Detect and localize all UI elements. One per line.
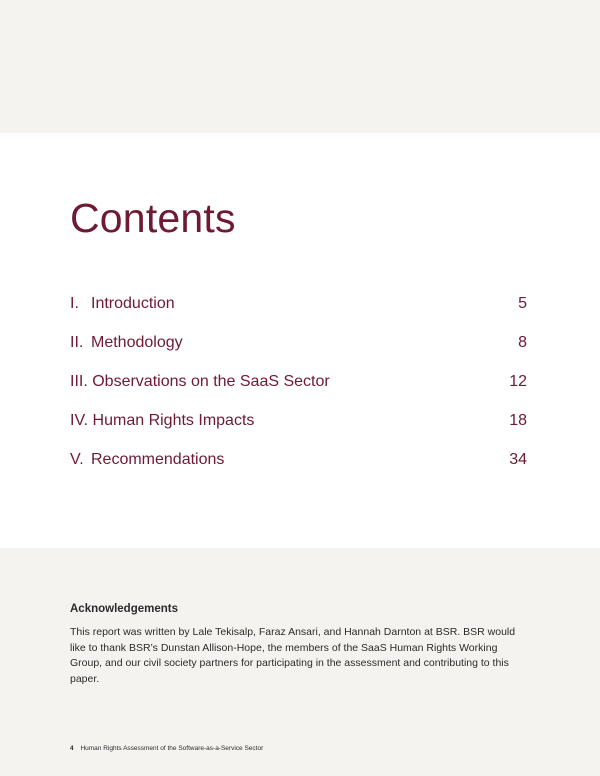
toc-item-recommendations[interactable] [70,449,527,488]
table-of-contents [70,293,527,488]
acknowledgements-heading: Acknowledgements [70,603,178,615]
footer-document-title: Human Rights Assessment of the Software-as-a-Service Sector [80,745,264,752]
toc-item-label: Methodology [91,334,183,351]
toc-item-observations[interactable] [70,371,527,410]
toc-item-page: 5 [518,295,527,312]
toc-item-human-rights-impacts[interactable] [70,410,527,449]
contents-panel [0,133,600,548]
toc-item-numeral: IV. [70,412,89,429]
toc-item-label: Recommendations [91,451,225,468]
page-title: Contents [70,195,236,241]
toc-item-page: 8 [518,334,527,351]
top-band [0,0,600,133]
page-footer [70,745,263,752]
toc-item-numeral: III. [70,373,88,390]
toc-item-numeral: I. [70,295,79,312]
toc-item-label: Introduction [91,295,175,312]
toc-item-label: Human Rights Impacts [92,412,255,429]
acknowledgements-body: This report was written by Lale Tekisalp, Faraz Ansari, and Hannah Darnton at BSR. BSR would like to thank BSR’s Dunstan Allison-Hope, the members of the SaaS Human Rights Working Group, and our civil society partners for participating in the assessment and contributing to this paper. [70,626,516,685]
toc-item-numeral: V. [70,451,84,468]
toc-item-page: 18 [509,412,527,429]
acknowledgements-section [0,548,600,776]
toc-item-introduction[interactable] [70,293,527,332]
toc-item-methodology[interactable] [70,332,527,371]
footer-page-number: 4 [70,745,74,752]
toc-item-page: 34 [509,451,527,468]
toc-item-page: 12 [509,373,527,390]
toc-item-label: Observations on the SaaS Sector [92,373,330,390]
toc-item-numeral: II. [70,334,84,351]
